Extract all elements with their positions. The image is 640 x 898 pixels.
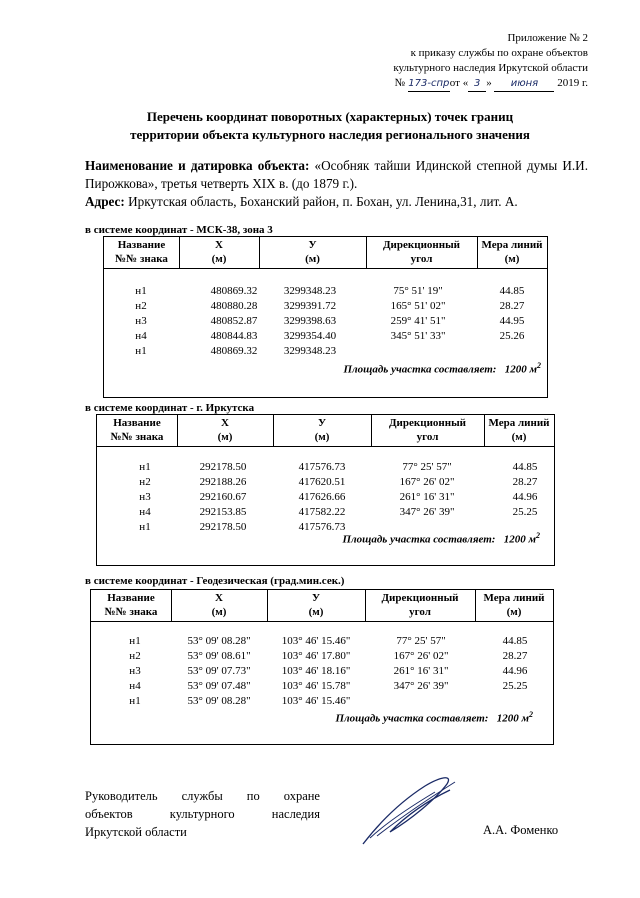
header-y [267,590,365,621]
coordinate-table [96,414,555,566]
table-row [97,505,554,520]
order-day: 3 [474,78,481,89]
day-close: » [486,77,492,89]
object-description [85,157,588,211]
column-divider [371,415,372,446]
header-name-line: №№ знака [110,431,164,443]
coord-x: 53° 09' 08.28" [187,695,251,707]
coordinate-table [103,236,548,398]
coord-x: 292153.85 [199,506,247,518]
address-value: Иркутская область, Боханский район, п. Бохан, ул. Ленина,31, лит. А. [128,194,518,209]
appendix-line-1: Приложение № 2 [507,32,588,44]
month-fill [494,76,554,92]
header-angle-line: угол [410,253,433,265]
table-row [104,344,547,359]
column-divider [475,590,476,621]
header-length-line: (м) [511,431,527,443]
header-y-line: У [308,239,317,251]
point-name: н3 [135,315,147,327]
direction-angle: 77° 25' 57" [396,635,446,647]
coord-y: 3299391.72 [283,300,337,312]
area-label: Площадь участка составляет: [342,533,496,546]
coord-x: 292178.50 [199,521,247,533]
day-fill [468,76,486,92]
table-header [104,237,547,269]
coord-x: 480869.32 [210,345,258,357]
direction-angle: 261° 16' 31" [399,491,455,503]
number-label: № [394,77,406,89]
point-name: н4 [135,330,147,342]
point-name: н2 [129,650,141,662]
header-name [97,415,177,446]
line-length: 44.96 [502,665,528,677]
area-value: 1200 м [503,533,536,546]
direction-angle: 75° 51' 19" [393,285,443,297]
point-name: н4 [129,680,141,692]
header-length-line: Мера линий [481,239,543,251]
line-length: 44.85 [499,285,525,297]
area-unit-exponent: 2 [529,710,533,719]
coord-x: 292188.26 [199,476,247,488]
direction-angle: 165° 51' 02" [390,300,446,312]
coord-x: 480844.83 [210,330,258,342]
column-divider [267,590,268,621]
appendix-header [328,31,588,92]
coordinate-system-label: в системе координат - Геодезическая (град.мин.сек.) [85,575,345,587]
column-divider [366,237,367,268]
line-length: 25.26 [499,330,525,342]
column-divider [179,237,180,268]
order-number-line [328,76,588,92]
line-length: 28.27 [512,476,538,488]
header-name-line: Название [117,239,166,251]
point-name: н1 [139,461,151,473]
coord-y: 103° 46' 17.80" [281,650,351,662]
line-length: 25.25 [512,506,538,518]
object-name-value: «Особняк тайши Идинской степной думы И.И. Пирожкова», третья четверть XIX в. (до 1879 г.). [85,158,588,191]
coordinate-system-label: в системе координат - МСК-38, зона 3 [85,224,273,236]
line-length: 44.96 [512,491,538,503]
date-prefix: от « [449,77,469,89]
coord-y: 417626.66 [298,491,346,503]
header-name [91,590,171,621]
point-name: н1 [129,695,141,707]
direction-angle: 345° 51' 33" [390,330,446,342]
point-name: н3 [129,665,141,677]
header-x-line: (м) [217,431,233,443]
line-length: 44.85 [512,461,538,473]
header-x-line: X [215,239,223,251]
point-name: н2 [135,300,147,312]
header-y-line: (м) [314,431,330,443]
line-length: 44.95 [499,315,525,327]
direction-angle: 347° 26' 39" [393,680,449,692]
header-length [484,415,554,446]
coord-x: 53° 09' 08.28" [187,635,251,647]
line-length: 44.85 [502,635,528,647]
object-name [85,157,588,193]
header-y-line: (м) [308,606,324,618]
table-row [97,460,554,475]
column-divider [484,415,485,446]
header-name-line: №№ знака [104,606,158,618]
coord-y: 103° 46' 15.78" [281,680,351,692]
header-y-line: У [317,417,327,429]
title-line-2: территории объекта культурного наследия регионального значения [130,127,530,142]
header-name [104,237,179,268]
order-number-fill [408,76,450,92]
line-length: 28.27 [502,650,528,662]
table-row [91,694,553,709]
table-row [104,314,547,329]
coord-y: 417582.22 [298,506,346,518]
table-row [91,649,553,664]
table-row [97,490,554,505]
area-summary [335,710,533,725]
point-name: н4 [139,506,151,518]
area-value: 1200 м [496,712,529,725]
direction-angle: 347° 26' 39" [399,506,455,518]
direction-angle: 167° 26' 02" [393,650,449,662]
position-line-3: Иркутской области [85,825,187,839]
column-divider [171,590,172,621]
area-unit-exponent: 2 [536,531,540,540]
line-length: 25.25 [502,680,528,692]
header-length-line: Мера линий [488,417,550,429]
direction-angle: 77° 25' 57" [402,461,452,473]
area-label: Площадь участка составляет: [343,363,497,376]
header-x [177,415,273,446]
table-row [97,475,554,490]
position-line-2: объектов культурного наследия [85,807,320,821]
coord-y: 417576.73 [298,461,346,473]
table-row [104,299,547,314]
point-name: н1 [129,635,141,647]
header-x-line: (м) [211,253,227,265]
title-line-1: Перечень координат поворотных (характерных) точек границ [146,109,514,124]
direction-angle: 259° 41' 51" [390,315,446,327]
signatory-position [85,787,320,841]
direction-angle: 261° 16' 31" [393,665,449,677]
object-address [85,193,588,211]
header-x [179,237,259,268]
table-row [91,664,553,679]
coord-y: 417620.51 [298,476,346,488]
order-number: 173-спр [408,78,450,89]
appendix-line-2: к приказу службы по охране объектов [410,47,588,59]
coord-x: 480852.87 [210,315,258,327]
position-line-1: Руководитель службы по охране [85,789,320,803]
table-row [104,329,547,344]
header-x-line: X [221,417,229,429]
header-angle [371,415,484,446]
coordinate-table [90,589,554,745]
header-angle-line: угол [409,606,431,618]
area-unit-exponent: 2 [537,361,541,370]
area-value: 1200 м [504,363,537,376]
header-x-line: (м) [211,606,227,618]
header-angle-line: Дирекционный [382,239,461,251]
coord-y: 103° 46' 15.46" [281,695,351,707]
coord-y: 3299398.63 [283,315,337,327]
coord-x: 53° 09' 07.73" [187,665,251,677]
coord-y: 103° 46' 18.16" [281,665,351,677]
column-divider [477,237,478,268]
order-month: июня [510,78,539,89]
header-y-line: У [311,592,321,604]
header-length-line: Мера линий [483,592,545,604]
point-name: н1 [135,345,147,357]
header-length-line: (м) [506,606,522,618]
area-summary [343,361,541,376]
coord-y: 3299354.40 [283,330,337,342]
direction-angle: 167° 26' 02" [399,476,455,488]
table-header [97,415,554,447]
point-name: н2 [139,476,151,488]
header-name-line: Название [107,592,155,604]
address-label: Адрес: [85,194,125,209]
coord-x: 292178.50 [199,461,247,473]
header-angle-line: Дирекционный [388,417,467,429]
column-divider [259,237,260,268]
column-divider [177,415,178,446]
point-name: н1 [139,521,151,533]
coord-x: 53° 09' 07.48" [187,680,251,692]
coord-y: 417576.73 [298,521,346,533]
header-y-line: (м) [305,253,320,265]
document-title [60,108,600,144]
table-header [91,590,553,622]
header-length [477,237,547,268]
point-name: н1 [135,285,147,297]
table-row [104,284,547,299]
header-angle [366,237,477,268]
table-row [91,634,553,649]
point-name: н3 [139,491,151,503]
coord-y: 103° 46' 15.46" [281,635,351,647]
header-x-line: X [215,592,223,604]
header-angle [365,590,475,621]
coord-x: 292160.67 [199,491,247,503]
column-divider [365,590,366,621]
coord-x: 480869.32 [210,285,258,297]
coord-y: 3299348.23 [283,285,337,297]
header-angle-line: Дирекционный [381,592,459,604]
header-x [171,590,267,621]
column-divider [273,415,274,446]
handwritten-signature [355,772,465,852]
object-name-label: Наименование и датировка объекта: [85,158,310,173]
signatory-name: А.А. Фоменко [483,823,559,837]
line-length: 28.27 [499,300,525,312]
coordinate-system-label: в системе координат - г. Иркутска [85,402,255,414]
header-y [273,415,371,446]
coord-x: 53° 09' 08.61" [187,650,251,662]
area-summary [342,531,540,546]
coord-x: 480880.28 [210,300,258,312]
area-label: Площадь участка составляет: [335,712,489,725]
header-name-line: Название [113,417,161,429]
header-length [475,590,553,621]
header-name-line: №№ знака [115,253,168,265]
header-y [259,237,366,268]
appendix-line-3: культурного наследия Иркутской области [393,62,588,74]
order-year: 2019 г. [557,77,588,89]
coord-y: 3299348.23 [283,345,337,357]
header-length-line: (м) [504,253,520,265]
header-angle-line: угол [416,431,439,443]
table-row [91,679,553,694]
